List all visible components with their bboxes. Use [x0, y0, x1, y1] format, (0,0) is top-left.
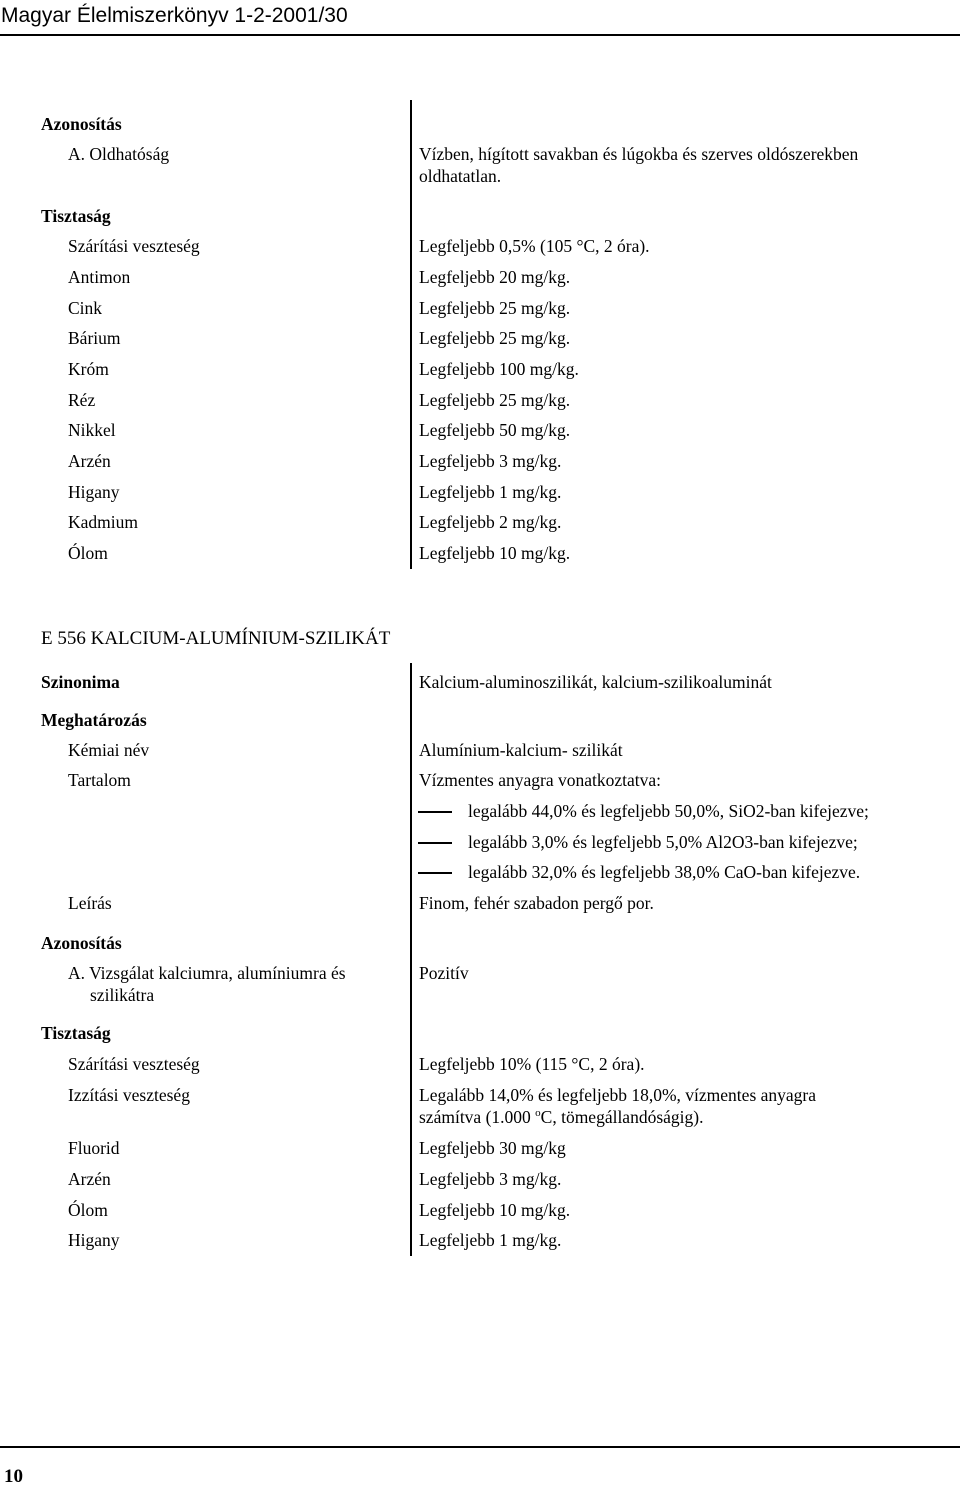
purity-row-label: Fluorid: [68, 1138, 120, 1158]
purity-row-value: Legfeljebb 100 mg/kg.: [419, 359, 579, 379]
solubility-label: A. Oldhatóság: [68, 144, 170, 164]
purity-row-value: Legfeljebb 1 mg/kg.: [419, 482, 562, 502]
purity-row-value: Legfeljebb 3 mg/kg.: [419, 451, 562, 471]
degree-superscript: o: [535, 1107, 541, 1119]
chemical-name-value: Alumínium-kalcium- szilikát: [419, 740, 623, 760]
purity-row-value: Legfeljebb 2 mg/kg.: [419, 512, 562, 532]
purity-row-label: Ólom: [68, 1200, 108, 1220]
list-dash: [418, 842, 452, 844]
purity-row-label: Ólom: [68, 543, 108, 563]
ignition-loss-value-line2: [419, 1106, 703, 1128]
identification-test-label-line2: szilikátra: [90, 985, 155, 1005]
purity-row-value: Legfeljebb 50 mg/kg.: [419, 420, 571, 440]
purity-row-label: Cink: [68, 298, 103, 318]
drying-loss-value: Legfeljebb 10% (115 °C, 2 óra).: [419, 1054, 645, 1074]
definition-heading: Meghatározás: [41, 710, 147, 730]
purity-row-label: Antimon: [68, 267, 131, 287]
ignition-loss-value-line1: Legalább 14,0% és legfeljebb 18,0%, vízmentes anyagra: [419, 1085, 817, 1105]
purity-row-value: Legfeljebb 30 mg/kg: [419, 1138, 566, 1158]
footer-rule: [0, 1446, 960, 1448]
content-list-item: legalább 3,0% és legfeljebb 5,0% Al2O3-ban kifejezve;: [468, 832, 858, 852]
description-value: Finom, fehér szabadon pergő por.: [419, 893, 654, 913]
drying-loss-label: Szárítási veszteség: [68, 1054, 200, 1074]
purity-row-value: Legfeljebb 25 mg/kg.: [419, 390, 571, 410]
list-dash: [418, 872, 452, 874]
purity-row-value: Legfeljebb 25 mg/kg.: [419, 328, 571, 348]
solubility-value-line2: oldhatatlan.: [419, 166, 502, 186]
purity-row-value: Legfeljebb 0,5% (105 °C, 2 óra).: [419, 236, 650, 256]
purity-row-label: Higany: [68, 482, 120, 502]
column-divider-1: [410, 100, 412, 569]
content-list-item: legalább 44,0% és legfeljebb 50,0%, SiO2-ban kifejezve;: [468, 801, 869, 821]
content-list-item: legalább 32,0% és legfeljebb 38,0% CaO-ban kifejezve.: [468, 862, 861, 882]
ignition-loss-label: Izzítási veszteség: [68, 1085, 190, 1105]
ignition-loss-value-line2-b: C, tömegállandóságig).: [540, 1107, 704, 1127]
description-label: Leírás: [68, 893, 112, 913]
purity-row-label: Kadmium: [68, 512, 138, 532]
purity-row-label: Szárítási veszteség: [68, 236, 200, 256]
purity-row-label: Nikkel: [68, 420, 116, 440]
purity-row-label: Króm: [68, 359, 109, 379]
synonyms-value: Kalcium-aluminoszilikát, kalcium-szilikoaluminát: [419, 672, 772, 692]
synonyms-label: Szinonima: [41, 672, 120, 692]
ignition-loss-value-line2-a: számítva (1.000: [419, 1107, 536, 1127]
identification-test-value: Pozitív: [419, 963, 469, 983]
purity-row-label: Arzén: [68, 451, 111, 471]
purity-row-value: Legfeljebb 10 mg/kg.: [419, 1200, 571, 1220]
purity-row-value: Legfeljebb 25 mg/kg.: [419, 298, 571, 318]
chemical-name-label: Kémiai név: [68, 740, 150, 760]
purity-row-value: Legfeljebb 3 mg/kg.: [419, 1169, 562, 1189]
header-title: Magyar Élelmiszerkönyv 1-2-2001/30: [1, 4, 348, 27]
purity-row-value: Legfeljebb 20 mg/kg.: [419, 267, 571, 287]
identification-heading-1: Azonosítás: [41, 114, 122, 134]
section-title: E 556 KALCIUM-ALUMÍNIUM-SZILIKÁT: [41, 628, 391, 649]
purity-row-value: Legfeljebb 10 mg/kg.: [419, 543, 571, 563]
identification-heading-2: Azonosítás: [41, 933, 122, 953]
purity-row-value: Legfeljebb 1 mg/kg.: [419, 1230, 562, 1250]
purity-row-label: Arzén: [68, 1169, 111, 1189]
purity-row-label: Bárium: [68, 328, 121, 348]
page-number: 10: [4, 1466, 23, 1487]
purity-row-label: Higany: [68, 1230, 120, 1250]
purity-row-label: Réz: [68, 390, 96, 410]
purity-heading-2: Tisztaság: [41, 1023, 111, 1043]
content-label: Tartalom: [68, 770, 131, 790]
purity-heading-1: Tisztaság: [41, 206, 111, 226]
content-value: Vízmentes anyagra vonatkoztatva:: [419, 770, 661, 790]
column-divider-2: [410, 663, 412, 1256]
page-header: [0, 0, 960, 30]
solubility-value-line1: Vízben, hígított savakban és lúgokba és szerves oldószerekben: [419, 144, 859, 164]
list-dash: [418, 811, 452, 813]
identification-test-label-line1: A. Vizsgálat kalciumra, alumíniumra és: [68, 963, 346, 983]
header-rule: [0, 34, 960, 36]
